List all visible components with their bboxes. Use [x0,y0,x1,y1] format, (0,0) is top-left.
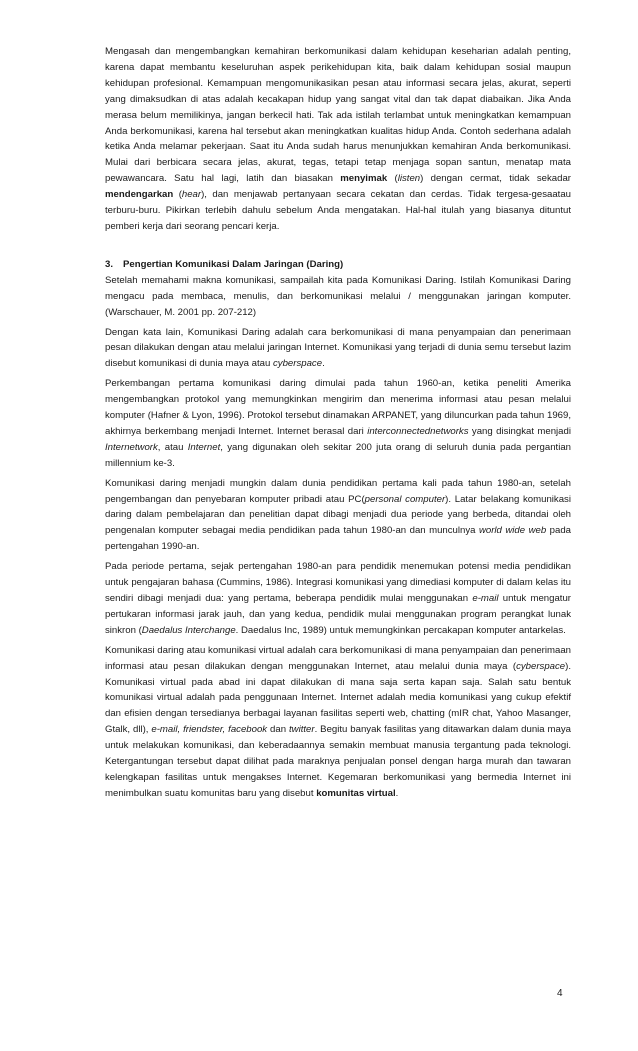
italic-term: hear [181,189,202,201]
text-run: ). Komunikasi virtual pada abad ini dapat dilakukan di mana saja serta kapan saja. Salah satu bentuk komunikasi virtual adalah pada penggunaan Internet. Internet adalah media komunikasi yang cukup efektif dan efisien dengan tersedianya berbagai layanan fasilitas seperti web, chatting (mIR chat, Yahoo Masanger, Gtalk, dll), [105,660,571,736]
italic-term: Internetwork [105,441,158,453]
text-run: ( [394,173,398,185]
italic-term: personal computer [364,493,446,505]
section-title: Pengertian Komunikasi Dalam Jaringan (Daring) [123,258,344,270]
section-heading [105,257,571,273]
text-run: untuk mengatur pertukaran informasi jarak jauh, dan yang kedua, pendidik mulai menggunakan program perangkat lunak sinkron ( [105,593,572,636]
italic-term: e-mail [472,593,499,604]
text-run: Dengan kata lain, Komunikasi Daring adalah cara berkomunikasi di mana penyampaian dan penerimaan pesan dilakukan dengan atau melalui jaringan Internet. Komunikasi yang terjadi di dunia semu tersebut lazim disebut komunikasi di dunia maya atau [105,326,571,370]
text-run: ( [178,189,182,201]
text-run: Pada periode pertama, sejak pertengahan 1980-an para pendidik menemukan potensi media pendidikan untuk pengajaran bahasa (Cummins, 1986). Integrasi komunikasi yang dimediasi komputer di dalam kelas itu sendiri dibagi menjadi dua: yang pertama, beberapa pendidik mulai menggunakan [105,561,571,604]
text-run: ). Latar belakang komunikasi daring dalam pembelajaran dan penelitian dapat dibagi menjadi dua periode yang berbeda, ditandai oleh pengenalan komputer sebagai media pendidikan pada tahun 1980-an dan munculnya [105,493,571,537]
text-run: yang disingkat menjadi [471,425,571,437]
paragraph [105,476,571,556]
text-run: ) dengan cermat, tidak sekadar [420,173,571,185]
text-run: Komunikasi daring menjadi mungkin dalam dunia pendidikan pertama kali pada tahun 1980-an, setelah pengembangan dan penyebaran komputer pribadi atau PC( [105,477,571,505]
text-run: Mengasah dan mengembangkan kemahiran berkomunikasi dalam kehidupan keseharian adalah penting, karena dapat membantu keseluruhan aspek perikehidupan kita, baik dalam kehidupan sosial maupun kehidupan profesional. Kemampuan mengomunikasikan pesan atau informasi secara jelas, akurat, seperti yang dimaksudkan di atas adalah kecakapan hidup yang sangat vital dan tak dapat diabaikan. Jika Anda merasa belum memilikinya, jangan berkecil hati. Tak ada istilah terlambat untuk meningkatkan kemampuan Anda berkomunikasi, karena hal tersebut akan meningkatkan kualitas hidup Anda. Contoh sederhana adalah ketika Anda melamar pekerjaan. Saat itu Anda sudah harus menunjukkan kemahiran Anda berkomunikasi. Mulai dari berbicara secara jelas, akurat, tegas, tetapi tetap menjaga sopan santun, menatap mata pewawancara. Satu hal lagi, latih dan biasakan [105,46,571,185]
italic-term: cyberspace [273,358,323,370]
text-run: pada pertengahan 1990-an. [105,525,571,553]
text-run: , yang digunakan oleh sekitar 200 juta orang di seluruh dunia pada pergantian millennium ke-3. [105,441,571,469]
paragraph [105,643,571,802]
text-run: , atau [157,441,184,453]
text-run: Komunikasi daring atau komunikasi virtual adalah cara berkomunikasi di mana penyampaian dan penerimaan informasi atau pesan dilakukan dengan menggunakan Internet, atau melalui dunia maya ( [105,644,571,672]
italic-term: listen [397,173,421,185]
paragraph [105,559,571,639]
bold-term: menyimak [340,173,388,185]
document-body [105,44,571,806]
paragraph: Setelah memahami makna komunikasi, sampailah kita pada Komunikasi Daring. Istilah Komunikasi Daring mengacu pada membaca, menulis, dan berkomunikasi melalui / menggunakan jaringan komputer. (Warschauer, M. 2001 pp. 207-212) [105,274,571,318]
paragraph [105,325,571,373]
italic-term: e-mail, friendster, facebook [151,724,268,736]
text-run: . Daedalus Inc, 1989) untuk memungkinkan percakapan komputer antarkelas. [235,624,566,636]
text-run: ), dan menjawab pertanyaan secara cekatan dan cerdas. Tidak tergesa-gesaatau terburu-buru. Pikirkan terlebih dahulu sebelum Anda mengatakan. Hal-hal itulah yang biasanya dituntut pemberi kerja dari seorang pencari kerja. [105,189,571,232]
text-run: Perkembangan pertama komunikasi daring dimulai pada tahun 1960-an, ketika peneliti Amerika mengembangkan protokol yang memungkinkan mengirim dan menerima informasi atau pesan melalui komputer (Hafner & Lyon, 1996). Protokol tersebut dinamakan ARPANET, yang diluncurkan pada tahun 1969, akhirnya berkembang menjadi Internet. Internet berasal dari [105,378,571,437]
text-run: dan [270,724,287,736]
italic-term: interconnectednetworks [367,425,469,437]
bold-term: mendengarkan [105,189,174,201]
italic-term: cyberspace [516,660,566,672]
italic-term: Internet [187,441,221,453]
text-run: . Begitu banyak fasilitas yang ditawarkan dalam dunia maya untuk melakukan komunikasi, dan keberadaannya semakin membuat manusia tergantung pada teknologi. Ketergantungan tersebut dapat dilihat pada maraknya penjualan ponsel dengan harga murah dan tawaran kelengkapan fasilitas untuk mengakses Internet. Kegemaran berkomunikasi yang bermedia Internet ini menimbulkan suatu komunitas baru yang disebut [105,724,572,799]
text-run: . [322,358,325,370]
italic-term: world wide web [478,525,547,537]
bold-term: komunitas virtual [316,787,396,799]
italic-term: twitter [288,724,315,736]
italic-term: Daedalus Interchange [141,624,236,636]
intro-paragraph [105,44,571,235]
text-run: . [395,787,399,799]
paragraph [105,376,571,471]
page-number: 4 [557,988,563,999]
section-number: 3. [105,258,114,270]
